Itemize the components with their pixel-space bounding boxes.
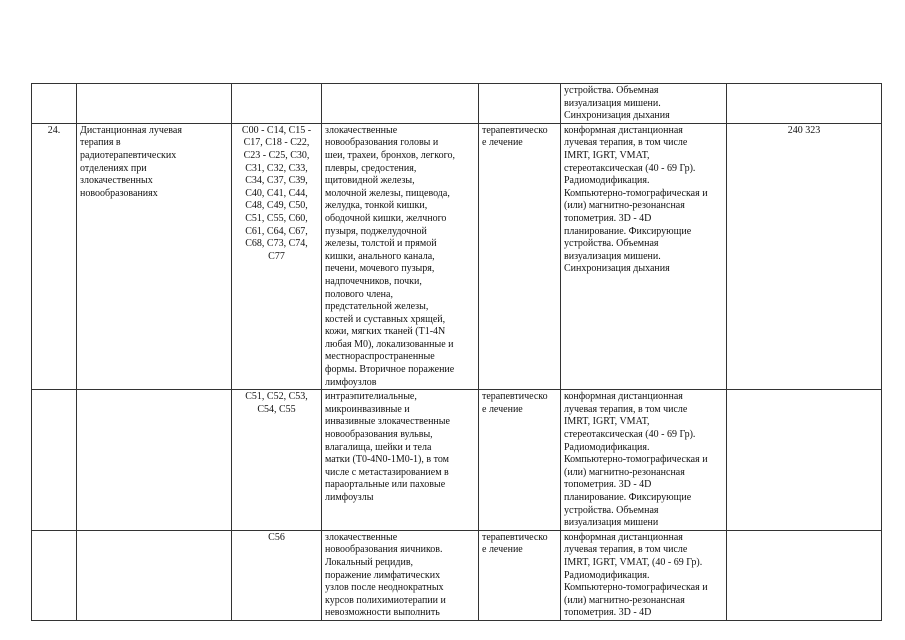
cell-number <box>32 390 77 531</box>
icd-codes: C00 - C14, C15 - C17, C18 - C22, C23 - C25, C30, C31, C32, C33, C34, C37, C39, C40, C41, C44, C48, C49, C50, C51, C55, C60, C61, C64, C67, C68, C73, C74, C77 <box>232 123 322 389</box>
cell-method: устройства. Объемная визуализация мишени. Синхронизация дыхания <box>561 84 727 124</box>
cell-codes <box>232 84 322 124</box>
icd-codes: C51, C52, C53, C54, C55 <box>232 390 322 531</box>
cost-value: 240 323 <box>727 123 882 389</box>
cost-value <box>727 390 882 531</box>
table-row-24-group-3 <box>32 530 882 620</box>
table-row-continuation <box>32 84 882 124</box>
services-table <box>31 83 882 621</box>
cell-number <box>32 84 77 124</box>
patient-model: злокачественные новообразования яичников. Локальный рецидив, поражение лимфатических узлов после неоднократных курсов полихимиотерапии и невозможности выполнить <box>322 530 479 620</box>
treatment-type: терапевтическо е лечение <box>479 123 561 389</box>
patient-model: злокачественные новообразования головы и шеи, трахеи, бронхов, легкого, плевры, средостения, щитовидной железы, молочной железы, пищевода, желудка, тонкой кишки, ободочной кишки, желчного пузыря, поджелудочной железы, толстой и прямой кишки, анального канала, печени, мочевого пузыря, надпочечников, почки, полового члена, предстательной железы, костей и суставных хрящей, кожи, мягких тканей (T1-4N любая M0), локализованные и местнораспространенные формы. Вторичное поражение лимфоузлов <box>322 123 479 389</box>
table-row-24-group-1 <box>32 123 882 389</box>
patient-model: интраэпителиальные, микроинвазивные и инвазивные злокачественные новообразования вульвы, влагалища, шейки и тела матки (T0-4N0-1M0-1), в том числе с метастазированием в параортальные или паховые лимфоузлы <box>322 390 479 531</box>
row-number: 24. <box>32 123 77 389</box>
cell-number <box>32 530 77 620</box>
service-name: Дистанционная лучевая терапия в радиотерапевтических отделениях при злокачественных новообразованиях <box>77 123 232 389</box>
cell-name <box>77 390 232 531</box>
cell-name <box>77 530 232 620</box>
cell-model <box>322 84 479 124</box>
treatment-method: конформная дистанционная лучевая терапия, в том числе IMRT, IGRT, VMAT, стереотаксическая (40 - 69 Гр). Радиомодификация. Компьютерно-томографическая и (или) магнитно-резонансная топометрия. 3D - 4D планирование. Фиксирующие устройства. Объемная визуализация мишени. Синхронизация дыхания <box>561 123 727 389</box>
treatment-method: конформная дистанционная лучевая терапия, в том числе IMRT, IGRT, VMAT, стереотаксическая (40 - 69 Гр). Радиомодификация. Компьютерно-томографическая и (или) магнитно-резонансная топометрия. 3D - 4D планирование. Фиксирующие устройства. Объемная визуализация мишени <box>561 390 727 531</box>
treatment-method: конформная дистанционная лучевая терапия, в том числе IMRT, IGRT, VMAT, (40 - 69 Гр). Радиомодификация. Компьютерно-томографическая и (или) магнитно-резонансная топометрия. 3D - 4D <box>561 530 727 620</box>
cost-value <box>727 530 882 620</box>
treatment-type: терапевтическо е лечение <box>479 390 561 531</box>
cell-name <box>77 84 232 124</box>
treatment-type: терапевтическо е лечение <box>479 530 561 620</box>
icd-codes: C56 <box>232 530 322 620</box>
cell-treatment <box>479 84 561 124</box>
cell-cost <box>727 84 882 124</box>
table-row-24-group-2 <box>32 390 882 531</box>
